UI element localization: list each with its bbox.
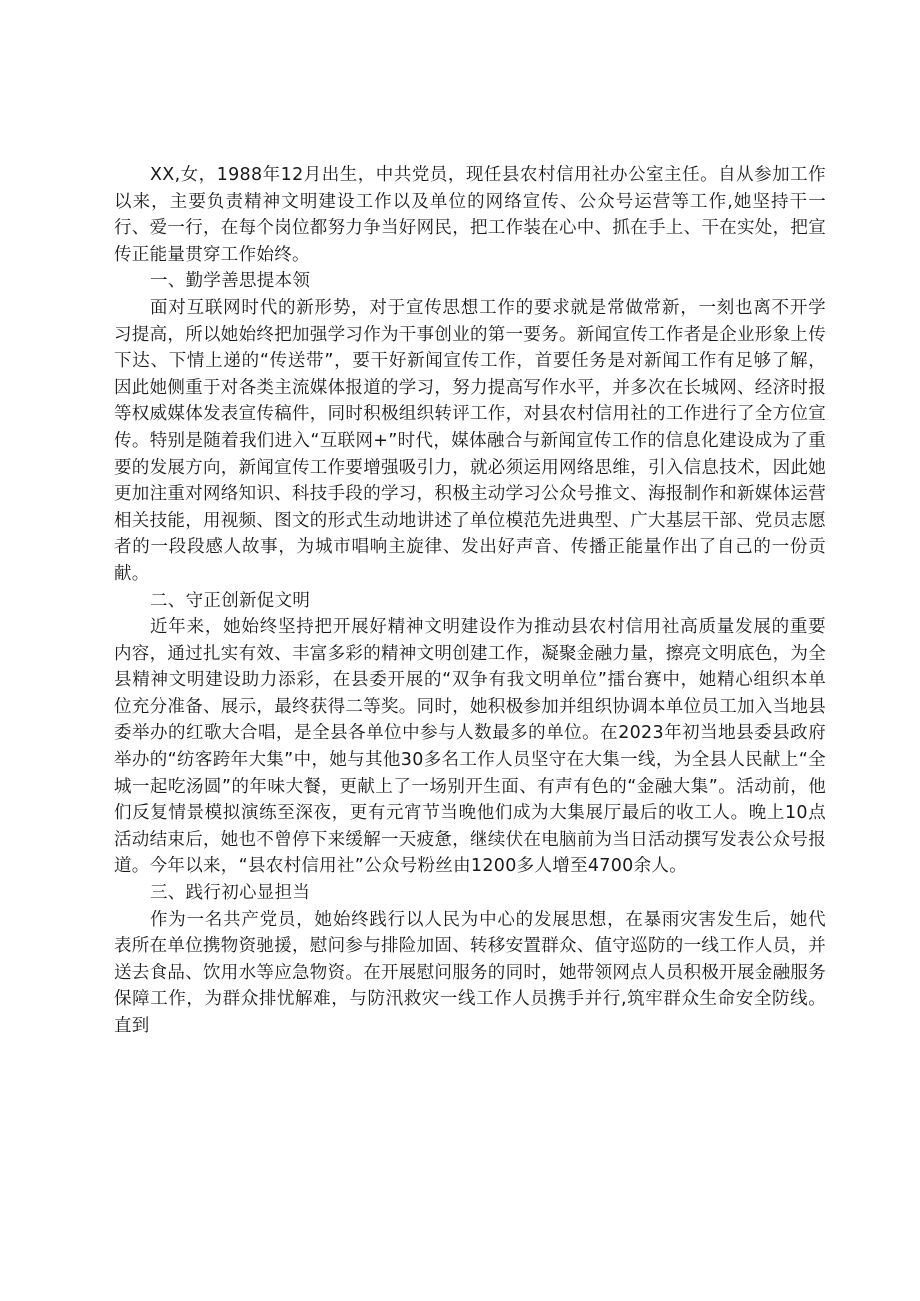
- section-heading-3: 三、践行初心显担当: [150, 883, 311, 904]
- section-2-paragraph: 近年来，她始终坚持把开展好精神文明建设作为推动县农村信用社高质量发展的重要内容，通过扎实有效、丰富多彩的精神文明创建工作，凝聚金融力量，擦亮文明底色，为全县精神文明建设助力添彩，在县委开展的“双争有我文明单位”擂台赛中，她精心组织本单位充分准备、展示，最终获得二等奖。同时，她积极参加并组织协调本单位员工加入当地县委举办的红歌大合唱，是全县各单位中参与人数最多的单位。在2023年初当地县委县政府举办的“纺客跨年大集”中，她与其他30多名工作人员坚守在大集一线，为全县人民献上“全城一起吃汤圆”的年味大餐，更献上了一场别开生面、有声有色的“金融大集”。活动前，他们反复情景模拟演练至深夜，更有元宵节当晚他们成为大集展厅最后的收工人。晚上10点活动结束后，她也不曾停下来缓解一天疲惫，继续伏在电脑前为当日活动撰写发表公众号报道。今年以来，“县农村信用社”公众号粉丝由1200多人增至4700余人。: [114, 617, 826, 877]
- section-heading-1: 一、勤学善思提本领: [150, 271, 311, 292]
- section-3-paragraph: 作为一名共产党员，她始终践行以人民为中心的发展思想，在暴雨灾害发生后，她代表所在单位携物资驰援，慰问参与排险加固、转移安置群众、值守巡防的一线工作人员，并送去食品、饮用水等应急物资。在开展慰问服务的同时，她带领网点人员积极开展金融服务保障工作，为群众排忧解难，与防汛救灾一线工作人员携手并行,筑牢群众生命安全防线。直到: [114, 909, 826, 1036]
- intro-paragraph: XX,女，1988年12月出生，中共党员，现任县农村信用社办公室主任。自从参加工作以来，主要负责精神文明建设工作以及单位的网络宣传、公众号运营等工作,她坚持干一行、爱一行，在每个岗位都努力争当好网民，把工作装在心中、抓在手上、干在实处，把宣传正能量贯穿工作始终。: [114, 165, 826, 265]
- document-body: [114, 162, 826, 1040]
- section-heading-2: 二、守正创新促文明: [150, 590, 311, 611]
- section-1-paragraph: 面对互联网时代的新形势，对于宣传思想工作的要求就是常做常新，一刻也离不开学习提高，所以她始终把加强学习作为干事创业的第一要务。新闻宣传工作者是企业形象上传下达、下情上递的“传送带”，要干好新闻宣传工作，首要任务是对新闻工作有足够了解，因此她侧重于对各类主流媒体报道的学习，努力提高写作水平，并多次在长城网、经济时报等权威媒体发表宣传稿件，同时积极组织转评工作，对县农村信用社的工作进行了全方位宣传。特别是随着我们进入“互联网+”时代，媒体融合与新闻宣传工作的信息化建设成为了重要的发展方向，新闻宣传工作要增强吸引力，就必须运用网络思维，引入信息技术，因此她更加注重对网络知识、科技手段的学习，积极主动学习公众号推文、海报制作和新媒体运营相关技能，用视频、图文的形式生动地讲述了单位模范先进典型、广大基层干部、党员志愿者的一段段感人故事，为城市唱响主旋律、发出好声音、传播正能量作出了自己的一份贡献。: [114, 297, 826, 584]
